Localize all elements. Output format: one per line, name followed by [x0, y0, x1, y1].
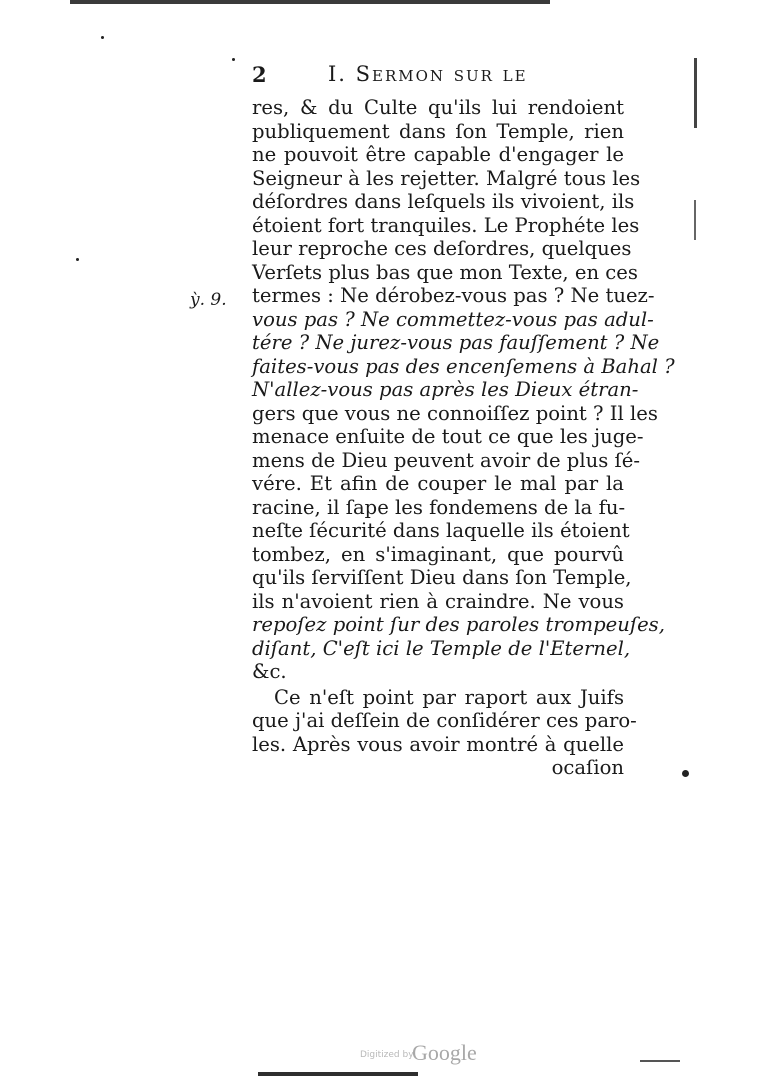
- margin-dot: [682, 770, 689, 777]
- catchword: ocaſion: [551, 756, 624, 779]
- text-line: leur reproche ces deſordres, quelques: [252, 237, 632, 260]
- text-line: menace enſuite de tout ce que les juge-: [252, 425, 644, 448]
- text-line: publiquement dans ſon Temple, rien: [252, 119, 624, 143]
- margin-dot: [101, 36, 104, 39]
- body-text: [252, 96, 675, 780]
- margin-dot: [76, 258, 79, 261]
- text-line: Verſets plus bas que mon Texte, en ces: [252, 260, 638, 284]
- page-number: 2: [252, 62, 268, 87]
- text-line: Seigneur à les rejetter. Malgré tous les: [252, 166, 641, 190]
- right-margin-line: [694, 58, 697, 128]
- text-line-italic: tére ? Ne jurez-vous pas fauſſement ? Ne: [252, 331, 660, 354]
- text-line-italic: diſant, C'eſt ici le Temple de l'Eternel,: [252, 636, 631, 660]
- bottom-edge-smudge: [640, 1060, 680, 1062]
- bottom-edge-smudge: [258, 1072, 418, 1076]
- text-line-italic: repoſez point ſur des paroles trompeuſes,: [252, 613, 665, 636]
- text-line-italic: N'allez-vous pas après les Dieux étran-: [252, 378, 639, 401]
- text-line: les. Après vous avoir montré à quelle: [252, 732, 624, 756]
- margin-dot: [232, 58, 235, 61]
- top-edge-shadow: [70, 0, 550, 4]
- text-line: mens de Dieu peuvent avoir de plus ſé-: [252, 448, 640, 472]
- page-header: [252, 62, 622, 92]
- text-line: déſordres dans leſquels ils vivoient, ils: [252, 190, 635, 213]
- text-line: racine, il ſape les fondemens de la fu-: [252, 495, 626, 519]
- text-line-italic: vous pas ? Ne commettez-vous pas adul-: [252, 307, 654, 331]
- text-line: que j'ai deſſein de conſidérer ces paro-: [252, 709, 637, 732]
- text-line: ne pouvoit être capable d'engager le: [252, 143, 624, 166]
- text-line: tombez, en s'imaginant, que pourvû: [252, 542, 624, 566]
- text-line: ils n'avoient rien à craindre. Ne vous: [252, 589, 624, 613]
- text-line: gers que vous ne connoiſſez point ? Il les: [252, 401, 658, 425]
- text-line: étoient fort tranquiles. Le Prophéte les: [252, 213, 640, 237]
- text-line: termes : Ne dérobez-vous pas ? Ne tuez-: [252, 284, 655, 307]
- right-margin-line-lower: [694, 200, 696, 240]
- watermark-google-logo: Google: [412, 1040, 477, 1065]
- watermark-digitized-label: Digitized by: [360, 1050, 414, 1060]
- verse-reference: ỳ. 9.: [190, 290, 227, 310]
- text-line: qu'ils ſerviſſent Dieu dans ſon Temple,: [252, 566, 632, 589]
- text-line: Ce n'eſt point par raport aux Juifs: [274, 685, 624, 709]
- text-line: neſte ſécurité dans laquelle ils étoient: [252, 519, 630, 542]
- text-line: res, & du Culte qu'ils lui rendoient: [252, 96, 624, 119]
- running-title: I. Sermon sur le: [328, 62, 528, 86]
- digitization-watermark: [360, 1040, 520, 1066]
- text-line: &c.: [252, 660, 287, 683]
- text-line: vére. Et afin de couper le mal par la: [252, 472, 624, 495]
- text-line-italic: faites-vous pas des encenſemens à Bahal ?: [252, 354, 675, 378]
